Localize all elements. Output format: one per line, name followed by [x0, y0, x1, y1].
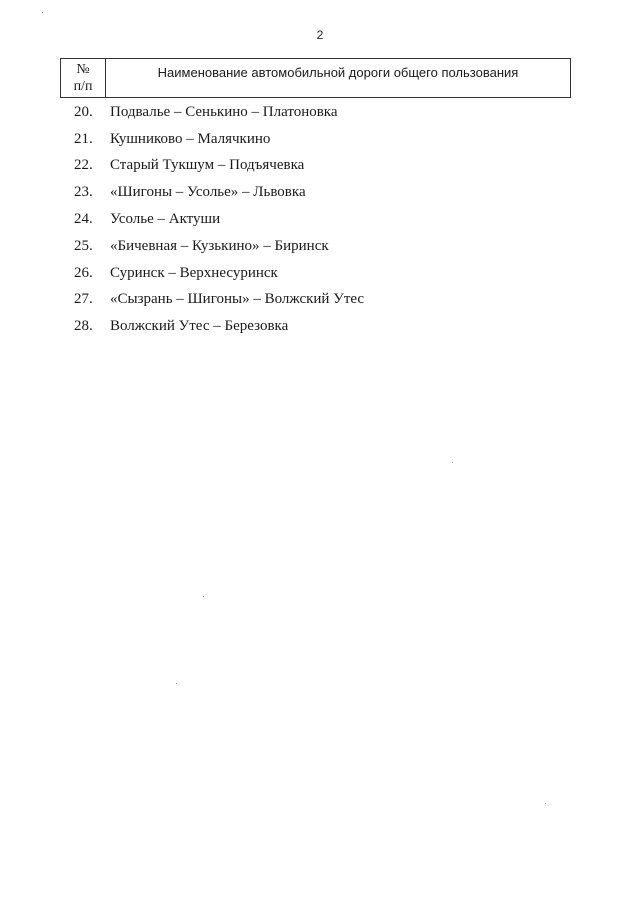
scan-speck: [176, 683, 177, 684]
table-row: [74, 287, 574, 314]
page-number: 2: [316, 28, 324, 42]
row-road-name: Волжский Утес – Березовка: [110, 318, 289, 335]
row-road-name: Суринск – Верхнесуринск: [110, 264, 278, 281]
row-road-name: Кушниково – Малячкино: [110, 130, 271, 147]
table-row: [74, 153, 574, 180]
row-number: 25.: [74, 237, 93, 254]
scan-speck: [452, 462, 453, 463]
table-row: [74, 206, 574, 233]
row-number: 28.: [74, 318, 93, 335]
row-road-name: Подвалье – Сенькино – Платоновка: [110, 103, 338, 120]
row-road-name: Старый Тукшум – Подъячевка: [110, 157, 305, 174]
scan-speck: [42, 12, 43, 13]
table-row: [74, 260, 574, 287]
row-number: 21.: [74, 130, 93, 147]
table-row: [74, 99, 574, 126]
road-list: [74, 99, 574, 340]
row-number: 20.: [74, 103, 93, 120]
row-road-name: «Бичевная – Кузькино» – Биринск: [110, 237, 329, 254]
row-number: 24.: [74, 211, 93, 228]
header-name-column: Наименование автомобильной дороги общего пользования: [157, 64, 519, 80]
table-header: [60, 58, 571, 98]
table-row: [74, 233, 574, 260]
scan-speck: [545, 803, 546, 804]
row-road-name: «Шигоны – Усолье» – Львовка: [110, 184, 306, 201]
header-number-abbr: п/п: [73, 79, 93, 94]
scan-speck: [203, 596, 204, 597]
header-number-sign: №: [76, 62, 90, 77]
row-road-name: «Сызрань – Шигоны» – Волжский Утес: [110, 291, 365, 308]
row-number: 26.: [74, 264, 93, 281]
table-row: [74, 126, 574, 153]
table-row: [74, 179, 574, 206]
row-number: 22.: [74, 157, 93, 174]
row-number: 23.: [74, 184, 93, 201]
row-number: 27.: [74, 291, 93, 308]
row-road-name: Усолье – Актуши: [110, 211, 221, 228]
table-row: [74, 313, 574, 340]
header-number-column: [61, 59, 106, 97]
